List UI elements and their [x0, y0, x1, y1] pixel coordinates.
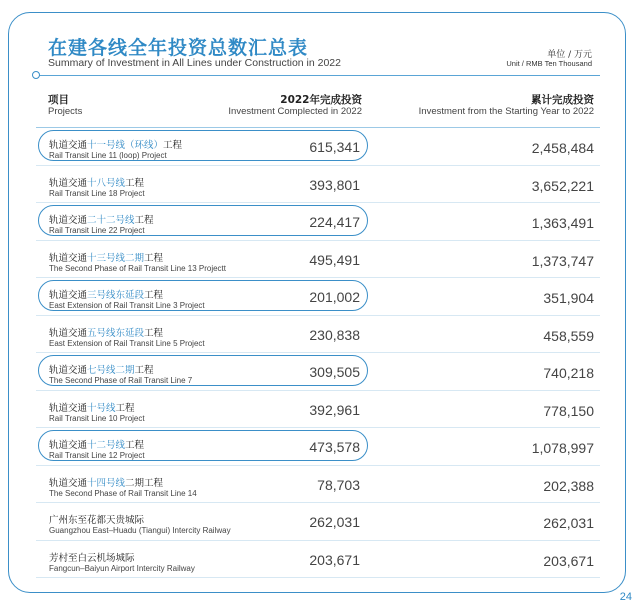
title-divider-dot: [32, 71, 40, 79]
title-divider: [36, 75, 600, 76]
project-name-prefix: 轨道交通: [49, 477, 88, 489]
investment-cumulative: 458,559: [543, 327, 594, 344]
investment-cumulative: 202,388: [543, 477, 594, 494]
project-name-suffix: 工程: [144, 290, 164, 301]
header-inv2022-cn: 2022年完成投资: [280, 94, 362, 106]
project-name-cn: [49, 137, 182, 151]
investment-cumulative: 1,363,491: [531, 215, 594, 231]
unit-label-cn: 单位 / 万元: [547, 50, 592, 60]
project-name-prefix: 芳村至白云机场城际: [49, 552, 135, 564]
investment-cumulative: 351,904: [543, 290, 594, 306]
header-inv2022-en: Investment Complected in 2022: [228, 106, 362, 117]
table-row: [36, 203, 600, 241]
investment-cumulative: 203,671: [543, 552, 594, 569]
table-row: [36, 241, 600, 279]
project-name-en: The Second Phase of Rail Transit Line 14: [49, 488, 197, 498]
investment-2022: 309,505: [309, 364, 360, 380]
investment-2022: 78,703: [317, 476, 360, 493]
header-projects-cn: 项目: [48, 94, 69, 106]
investment-2022: 203,671: [309, 551, 360, 568]
table-row: [36, 391, 600, 429]
table-row: [36, 503, 600, 541]
investment-2022: 262,031: [309, 514, 360, 530]
investment-2022: 392,961: [309, 401, 360, 418]
page-number: 24: [619, 591, 632, 603]
investment-2022: 495,491: [309, 251, 360, 268]
project-name-line: 七号线二期: [87, 365, 135, 376]
project-name-en: The Second Phase of Rail Transit Line 7: [49, 376, 193, 385]
project-name-cn: [49, 250, 163, 264]
project-name-cn: [49, 400, 135, 414]
project-name-cn: [49, 362, 154, 376]
investment-2022: 224,417: [309, 214, 360, 230]
project-name-suffix: 工程: [144, 327, 164, 339]
table-row: [36, 278, 600, 316]
project-name-line: 十号线: [87, 402, 116, 414]
project-name-suffix: 工程: [144, 252, 164, 264]
project-name-cn: [49, 512, 144, 526]
project-name-suffix: 工程: [134, 365, 154, 376]
unit-label-en: Unit / RMB Ten Thousand: [506, 59, 592, 68]
table-row: [36, 541, 600, 579]
project-name-en: East Extension of Rail Transit Line 3 Project: [49, 301, 205, 310]
project-name-line: 十三号线二期: [87, 252, 145, 264]
project-name-suffix: 二期工程: [125, 477, 164, 489]
project-name-cn: [49, 175, 144, 189]
header-projects-en: Projects: [48, 106, 83, 117]
project-name-en: Rail Transit Line 22 Project: [49, 226, 145, 235]
project-name-cn: [49, 212, 154, 226]
project-name-en: Rail Transit Line 10 Project: [49, 413, 145, 423]
project-name-suffix: 工程: [163, 140, 183, 151]
project-name-suffix: 工程: [115, 402, 135, 414]
project-name-suffix: 工程: [134, 215, 154, 226]
project-name-en: Fangcun–Baiyun Airport Intercity Railway: [49, 563, 195, 573]
table-row: [36, 316, 600, 354]
page-subtitle: Summary of Investment in All Lines under Construction in 2022: [48, 57, 341, 69]
project-name-cn: [49, 437, 144, 451]
project-name-en: East Extension of Rail Transit Line 5 Project: [49, 338, 205, 348]
project-name-suffix: 工程: [125, 440, 145, 451]
investment-2022: 230,838: [309, 326, 360, 343]
table-row: [36, 428, 600, 466]
project-name-prefix: 轨道交通: [49, 440, 88, 451]
project-name-cn: [49, 325, 163, 339]
project-name-prefix: 广州东至花都天贵城际: [49, 515, 145, 526]
project-name-prefix: 轨道交通: [49, 215, 88, 226]
table-row: [36, 353, 600, 391]
investment-2022: 615,341: [309, 139, 360, 155]
investment-cumulative: 1,078,997: [531, 440, 594, 456]
project-name-prefix: 轨道交通: [49, 402, 88, 414]
project-name-en: The Second Phase of Rail Transit Line 13 Projectt: [49, 263, 226, 273]
investment-cumulative: 2,458,484: [531, 140, 594, 156]
header-cumulative-en: Investment from the Starting Year to 2022: [418, 106, 594, 117]
project-name-line: 十四号线: [87, 477, 126, 489]
project-name-line: 五号线东延段: [87, 327, 145, 339]
project-name-prefix: 轨道交通: [49, 327, 88, 339]
project-name-cn: [49, 550, 135, 564]
project-name-en: Rail Transit Line 11 (loop) Project: [49, 151, 167, 160]
page-title: 在建各线全年投资总数汇总表: [48, 37, 309, 59]
project-name-prefix: 轨道交通: [49, 177, 88, 189]
project-name-en: Rail Transit Line 12 Project: [49, 451, 145, 460]
header-cumulative-cn: 累计完成投资: [531, 94, 594, 106]
table-row: [36, 166, 600, 204]
investment-2022: 473,578: [309, 439, 360, 455]
project-name-prefix: 轨道交通: [49, 252, 88, 264]
table-header: [48, 92, 594, 122]
project-name-line: 十八号线: [87, 177, 126, 189]
investment-cumulative: 740,218: [543, 365, 594, 381]
project-name-cn: [49, 475, 163, 489]
project-name-line: 十一号线（环线）: [87, 140, 164, 151]
table-row: [36, 466, 600, 504]
project-name-prefix: 轨道交通: [49, 365, 88, 376]
investment-2022: 201,002: [309, 289, 360, 305]
project-name-line: 三号线东延段: [87, 290, 145, 301]
project-name-line: 十二号线: [87, 440, 126, 451]
project-name-line: 二十二号线: [87, 215, 135, 226]
investment-cumulative: 1,373,747: [531, 252, 594, 269]
project-name-suffix: 工程: [125, 177, 145, 189]
investment-cumulative: 262,031: [543, 515, 594, 531]
project-name-en: Rail Transit Line 18 Project: [49, 188, 145, 198]
investment-cumulative: 778,150: [543, 402, 594, 419]
table-row: [36, 128, 600, 166]
project-name-cn: [49, 287, 163, 301]
investment-2022: 393,801: [309, 176, 360, 193]
investment-cumulative: 3,652,221: [531, 177, 594, 194]
table-body: [36, 128, 600, 578]
project-name-prefix: 轨道交通: [49, 140, 88, 151]
project-name-prefix: 轨道交通: [49, 290, 88, 301]
project-name-en: Guangzhou East–Huadu (Tiangui) Intercity Railway: [49, 526, 231, 535]
